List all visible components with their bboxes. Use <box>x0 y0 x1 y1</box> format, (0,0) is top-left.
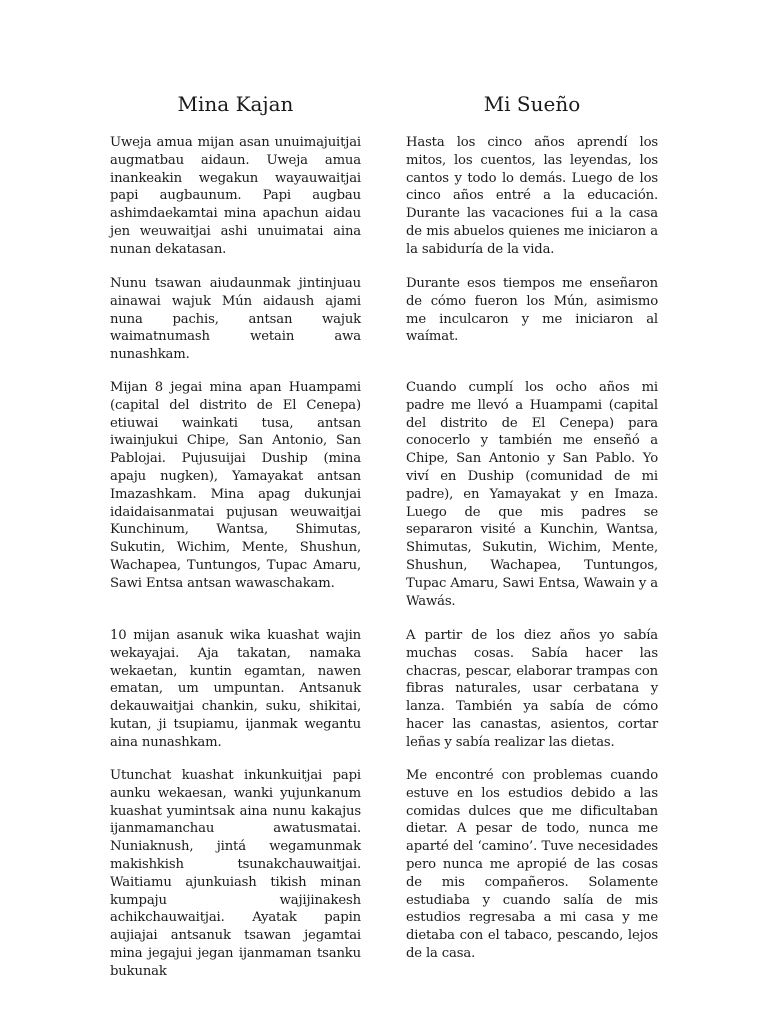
left-paragraph-1: Uweja amua mijan asan unuimajuitjai augmatbau aidaun. Uweja amua inankeakin wegakun wayauwaitjai papi augbaunum. Papi augbau ashimdaekamtai mina apachun aidau jen weuwaitjai ashi unuimatai aina nunan dekatasan. <box>110 135 361 257</box>
right-paragraph-2: Durante esos tiempos me enseñaron de cómo fueron los Mún, asimismo me inculcaron y me iniciaron al waímat. <box>406 276 658 345</box>
right-paragraph-3: Cuando cumplí los ocho años mi padre me llevó a Huampami (capital del distrito de El Cenepa) para conocerlo y también me enseñó a Chipe, San Antonio y San Pablo. Yo viví en Duship (comunidad de mi padre), en Yamayakat y en Imaza. Luego de que mis padres se separaron visité a Kunchin, Wantsa, Shimutas, Sukutin, Wichim, Mente, Shushun, Wachapea, Tuntungos, Tupac Amaru, Sawi Entsa, Wawain y a Wawás. <box>406 380 658 609</box>
right-column-title: Mi Sueño <box>483 92 581 116</box>
right-paragraph-5: Me encontré con problemas cuando estuve en los estudios debido a las comidas dulces que me dificultaban dietar. A pesar de todo, nunca me aparté del ‘camino’. Tuve necesidades pero nunca me apropié de las cosas de mis compañeros. Solamente estudiaba y cuando salía de mis estudios regresaba a mi casa y me dietaba con el tabaco, pescando, lejos de la casa. <box>406 768 658 961</box>
left-paragraph-4: 10 mijan asanuk wika kuashat wajin wekayajai. Aja takatan, namaka wekaetan, kuntin egamtan, nawen ematan, um umpuntan. Antsanuk dekauwaitjai chankin, suku, shikitai, kutan, ji tsupiamu, ijanmak wegantu aina nunashkam. <box>110 628 361 750</box>
left-paragraph-2: Nunu tsawan aiudaunmak jintinjuau ainawai wajuk Mún aidaush ajami nuna pachis, antsan wajuk waimatnumash wetain awa nunashkam. <box>110 276 361 363</box>
left-column-title: Mina Kajan <box>177 92 294 116</box>
left-paragraph-5: Utunchat kuashat inkunkuitjai papi aunku wekaesan, wanki yujunkanum kuashat yumintsak aina nunu kakajus ijanmamanchau awatusmatai. Nuniaknush, jintá wegamunmak makishkish tsunakchauwaitjai. Waitiamu ajunkuiash tikish minan kumpaju wajijinakesh achikchauwaitjai. Ayatak papin aujiajai antsanuk tsawan jegamtai mina jegajui jegan ijanmaman tsanku bukunak <box>110 768 361 979</box>
right-paragraph-4: A partir de los diez años yo sabía muchas cosas. Sabía hacer las chacras, pescar, elaborar trampas con fibras naturales, usar cerbatana y lanza. También ya sabía de cómo hacer las canastas, asientos, cortar leñas y sabía realizar las dietas. <box>406 628 658 750</box>
right-paragraph-1: Hasta los cinco años aprendí los mitos, los cuentos, las leyendas, los cantos y todo lo demás. Luego de los cinco años entré a la educación. Durante las vacaciones fui a la casa de mis abuelos quienes me iniciaron a la sabiduría de la vida. <box>406 135 658 257</box>
left-paragraph-3: Mijan 8 jegai mina apan Huampami (capital del distrito de El Cenepa) etiuwai wainkati tusa, antsan iwainjukui Chipe, San Antonio, San Pablojai. Pujusuijai Duship (mina apaju nugken), Yamayakat antsan Imazashkam. Mina apag dukunjai idaidaisanmatai pujusan weuwaitjai Kunchinum, Wantsa, Shimutas, Sukutin, Wichim, Mente, Shushun, Wachapea, Tuntungos, Tupac Amaru, Sawi Entsa antsan wawaschakam. <box>110 380 361 591</box>
